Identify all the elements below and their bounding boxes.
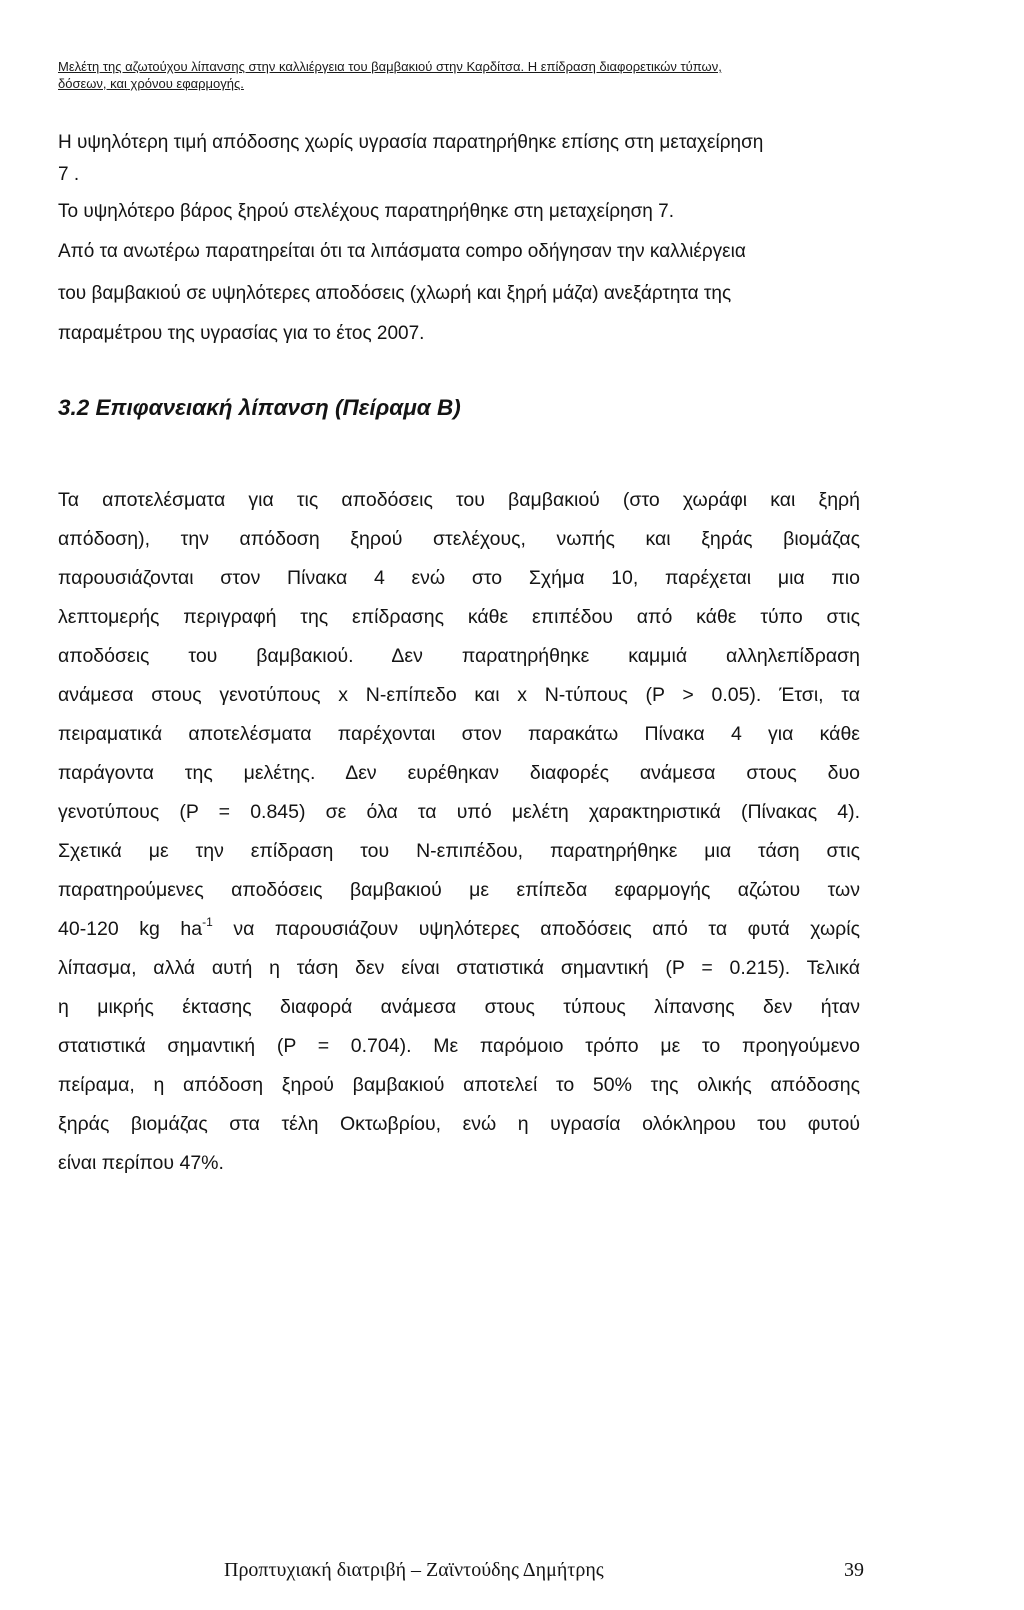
- paragraph-line: αποδόσεις του βαμβακιού. Δεν παρατηρήθηκε καμμιά αλληλεπίδραση: [58, 645, 860, 667]
- intro-line-1: Η υψηλότερη τιμή απόδοσης χωρίς υγρασία παρατηρήθηκε επίσης στη μεταχείρηση: [58, 132, 764, 153]
- running-header: [58, 58, 858, 92]
- intro-line-3: Το υψηλότερο βάρος ξηρού στελέχους παρατηρήθηκε στη μεταχείρηση 7.: [58, 201, 674, 222]
- paragraph-line: Σχετικά με την επίδραση του Ν-επιπέδου, παρατηρήθηκε μια τάση στις: [58, 840, 860, 862]
- page-number: 39: [844, 1559, 864, 1581]
- paragraph-line: στατιστικά σημαντική (P = 0.704). Με παρόμοιο τρόπο με το προηγούμενο: [58, 1035, 860, 1057]
- footer-title: Προπτυχιακή διατριβή – Ζαϊντούδης Δημήτρης: [224, 1559, 604, 1581]
- paragraph-last-line: είναι περίπου 47%.: [58, 1152, 224, 1174]
- paragraph-line: παρουσιάζονται στον Πίνακα 4 ενώ στο Σχήμα 10, παρέχεται μια πιο: [58, 567, 860, 589]
- paragraph-line-end: να παρουσιάζουν υψηλότερες αποδόσεις από τα φυτά χωρίς: [212, 918, 861, 940]
- paragraph-line: λεπτομερής περιγραφή της επίδρασης κάθε επιπέδου από κάθε τύπο στις: [58, 606, 860, 628]
- intro-line-5: του βαμβακιού σε υψηλότερες αποδόσεις (χλωρή και ξηρή μάζα) ανεξάρτητα της: [58, 283, 732, 304]
- paragraph-line-with-superscript: [58, 917, 860, 941]
- paragraph-line: γενοτύπους (P = 0.845) σε όλα τα υπό μελέτη χαρακτηριστικά (Πίνακας 4).: [58, 801, 860, 823]
- section-heading: 3.2 Επιφανειακή λίπανση (Πείραμα Β): [58, 395, 461, 420]
- running-header-line-1: Μελέτη της αζωτούχου λίπανσης στην καλλιέργεια του βαμβακιού στην Καρδίτσα. Η επίδραση διαφορετικών τύπων,: [58, 59, 722, 74]
- paragraph-line: η μικρής έκτασης διαφορά ανάμεσα στους τύπους λίπανσης δεν ήταν: [58, 996, 860, 1018]
- running-header-line-2: δόσεων, και χρόνου εφαρμογής.: [58, 76, 244, 91]
- paragraph-line: πείραμα, η απόδοση ξηρού βαμβακιού αποτελεί το 50% της ολικής απόδοσης: [58, 1074, 860, 1096]
- intro-line-2: 7 .: [58, 164, 80, 185]
- paragraph-line: παρατηρούμενες αποδόσεις βαμβακιού με επίπεδα εφαρμογής αζώτου των: [58, 879, 860, 901]
- paragraph-line: παράγοντα της μελέτης. Δεν ευρέθηκαν διαφορές ανάμεσα στους δυο: [58, 762, 860, 784]
- paragraph-line: απόδοση), την απόδοση ξηρού στελέχους, νωπής και ξηράς βιομάζας: [58, 528, 860, 550]
- superscript: -1: [202, 915, 213, 929]
- paragraph-line: ξηράς βιομάζας στα τέλη Οκτωβρίου, ενώ η υγρασία ολόκληρου του φυτού: [58, 1113, 860, 1135]
- intro-line-6: παραμέτρου της υγρασίας για το έτος 2007.: [58, 323, 425, 344]
- paragraph-line: ανάμεσα στους γενοτύπους x Ν-επίπεδο και x Ν-τύπους (P > 0.05). Έτσι, τα: [58, 684, 860, 706]
- paragraph-line: πειραματικά αποτελέσματα παρέχονται στον παρακάτω Πίνακα 4 για κάθε: [58, 723, 860, 745]
- paragraph-line: λίπασμα, αλλά αυτή η τάση δεν είναι στατιστικά σημαντική (P = 0.215). Τελικά: [58, 957, 860, 979]
- intro-line-4: Από τα ανωτέρω παρατηρείται ότι τα λιπάσματα compo οδήγησαν την καλλιέργεια: [58, 241, 746, 262]
- paragraph-line: Τα αποτελέσματα για τις αποδόσεις του βαμβακιού (στο χωράφι και ξηρή: [58, 489, 860, 511]
- paragraph-line-start: 40-120 kg ha: [58, 918, 203, 940]
